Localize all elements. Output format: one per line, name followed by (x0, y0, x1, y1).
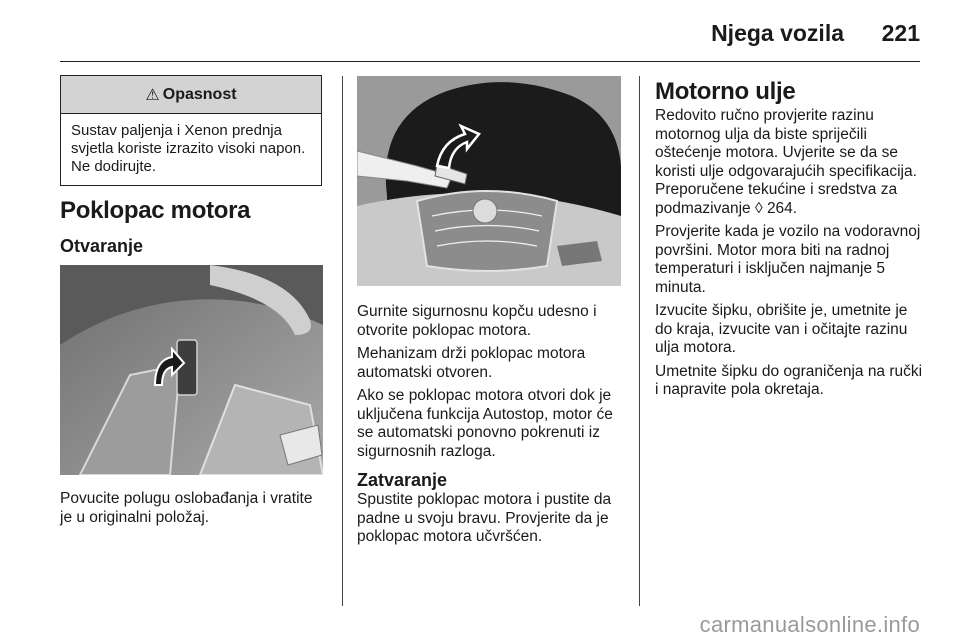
hood-release-illustration (357, 76, 621, 286)
closing-text: Spustite poklopac motora i pustite da padne u svoju bravu. Provjerite da je poklopac motora učvršćen. (357, 491, 612, 545)
watermark: carmanualsonline.info (699, 612, 920, 637)
hood-opening-text (357, 303, 625, 466)
paragraph: Provjerite kada je vozilo na vodoravnoj površini. Motor mora biti na radnoj temperaturi i isključen najmanje 5 minuta. (655, 223, 921, 296)
heading-engine-oil: Motorno ulje (655, 78, 796, 105)
warning-triangle-icon: ⚠ (145, 86, 160, 104)
section-title: Njega vozila (711, 20, 844, 46)
paragraph: Umetnite šipku do ograničenja na ručki i napravite pola okretaja. (655, 362, 923, 398)
release-lever-illustration (60, 265, 323, 475)
warning-header (61, 76, 321, 114)
heading-hood: Poklopac motora (60, 197, 251, 224)
paragraph (655, 107, 923, 218)
page-reference[interactable]: 264. (766, 199, 798, 217)
opening-caption: Povucite polugu oslobađanja i vratite je u originalni položaj. (60, 490, 313, 526)
subheading-closing: Zatvaranje (357, 470, 448, 490)
column-divider (342, 76, 343, 606)
paragraph: Gurnite sigurnosnu kopču udesno i otvorite poklopac motora. (357, 303, 597, 339)
paragraph-text: Redovito ručno provjerite razinu motornog ulja da biste spriječili oštećenje motora. Uvjerite se da se koristi ulje odgovarajućih specifikacija. Preporučene tekućine i sredstva za podmazivanje (655, 107, 917, 217)
paragraph: Mehanizam drži poklopac motora automatski otvoren. (357, 345, 586, 381)
engine-oil-text (655, 107, 923, 405)
page-reference-icon: ◊ (754, 199, 763, 217)
warning-title: Opasnost (162, 85, 237, 103)
page-number: 221 (881, 20, 920, 46)
paragraph: Ako se poklopac motora otvori dok je uključena funkcija Autostop, motor će se automatski ponovno pokrenuti iz sigurnosnih razloga. (357, 387, 613, 460)
page-header (60, 14, 920, 62)
danger-warning-box (60, 75, 322, 186)
warning-text: Sustav paljenja i Xenon prednja svjetla koriste izrazito visoki napon. Ne dodirujte. (71, 122, 306, 175)
paragraph: Izvucite šipku, obrišite je, umetnite je do kraja, izvucite van i očitajte razinu ulja motora. (655, 302, 908, 356)
subheading-opening: Otvaranje (60, 236, 144, 256)
column-divider (639, 76, 640, 606)
